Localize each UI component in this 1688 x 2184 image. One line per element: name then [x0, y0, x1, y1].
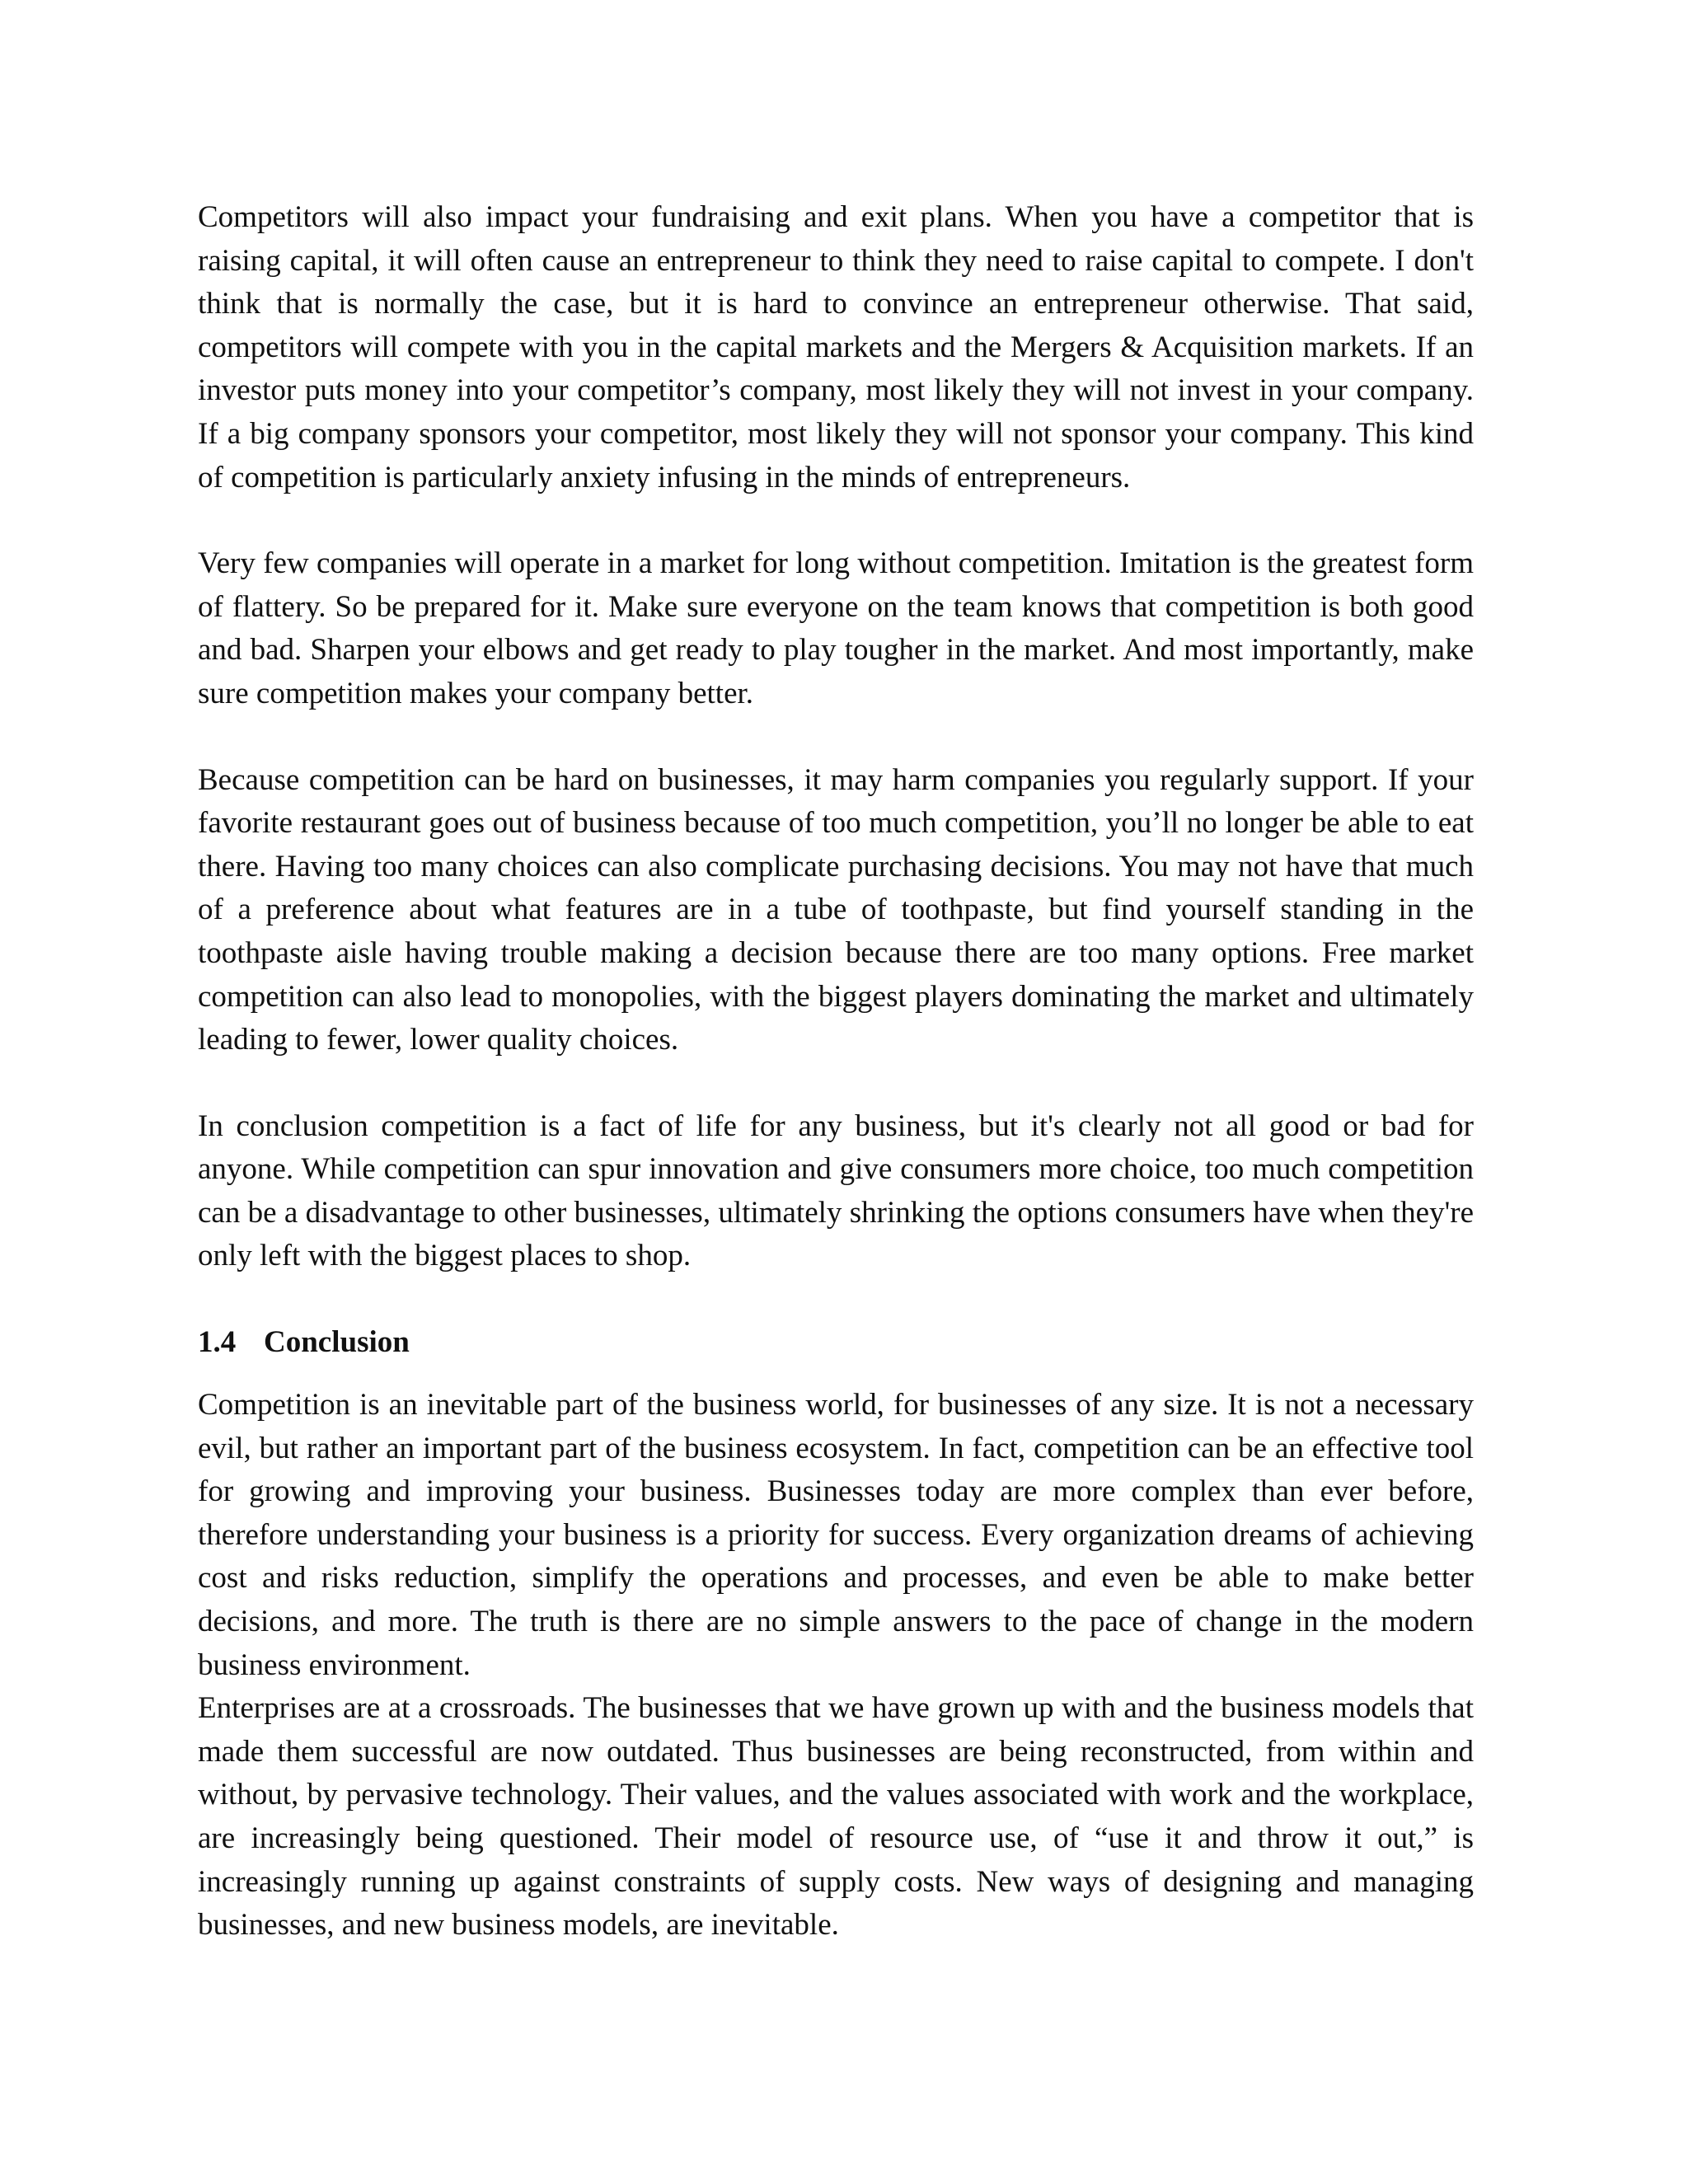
paragraph-fundraising: Competitors will also impact your fundraising and exit plans. When you have a competitor that is raising capital, it will often cause an entrepreneur to think they need to raise capital to compete. I don't think that is normally the case, but it is hard to convince an entrepreneur otherwise. That said, competitors will compete with you in the capital markets and the Mergers & Acquisition markets. If an investor puts money into your competitor’s company, most likely they will not invest in your company. If a big company sponsors your competitor, most likely they will not sponsor your company. This kind of competition is particularly anxiety infusing in the minds of entrepreneurs. [198, 200, 1474, 494]
paragraph-conclusion-2: Enterprises are at a crossroads. The businesses that we have grown up with and the business models that made them successful are now outdated. Thus businesses are being reconstructed, from within and without, by pervasive technology. Their values, and the values associated with work and the workplace, are increasingly being questioned. Their model of resource use, of “use it and throw it out,” is increasingly running up against constraints of supply costs. New ways of designing and managing businesses, and new business models, are inevitable. [198, 1691, 1474, 1943]
section-number: 1.4 [198, 1325, 237, 1360]
section-title: Conclusion [264, 1325, 410, 1360]
paragraph-in-conclusion: In conclusion competition is a fact of life for any business, but it's clearly not all good or bad for anyone. While competition can spur innovation and give consumers more choice, too much competition can be a disadvantage to other businesses, ultimately shrinking the options consumers have when they're only left with the biggest places to shop. [198, 1108, 1474, 1273]
section-heading [198, 1321, 1474, 1364]
paragraph-conclusion-1: Competition is an inevitable part of the business world, for businesses of any size. It is not a necessary evil, but rather an important part of the business ecosystem. In fact, competition can be an effective tool for growing and improving your business. Businesses today are more complex than ever before, therefore understanding your business is a priority for success. Every organization dreams of achieving cost and risks reduction, simplify the operations and processes, and even be able to make better decisions, and more. The truth is there are no simple answers to the pace of change in the modern business environment. [198, 1388, 1474, 1682]
paragraph-harm: Because competition can be hard on businesses, it may harm companies you regularly support. If your favorite restaurant goes out of business because of too much competition, you’ll no longer be able to eat there. Having too many choices can also complicate purchasing decisions. You may not have that much of a preference about what features are in a tube of toothpaste, but find yourself standing in the toothpaste aisle having trouble making a decision because there are too many options. Free market competition can also lead to monopolies, with the biggest players dominating the market and ultimately leading to fewer, lower quality choices. [198, 762, 1474, 1057]
document-page [198, 196, 1474, 1947]
paragraph-imitation: Very few companies will operate in a market for long without competition. Imitation is the greatest form of flattery. So be prepared for it. Make sure everyone on the team knows that competition is both good and bad. Sharpen your elbows and get ready to play tougher in the market. And most importantly, make sure competition makes your company better. [198, 546, 1474, 710]
